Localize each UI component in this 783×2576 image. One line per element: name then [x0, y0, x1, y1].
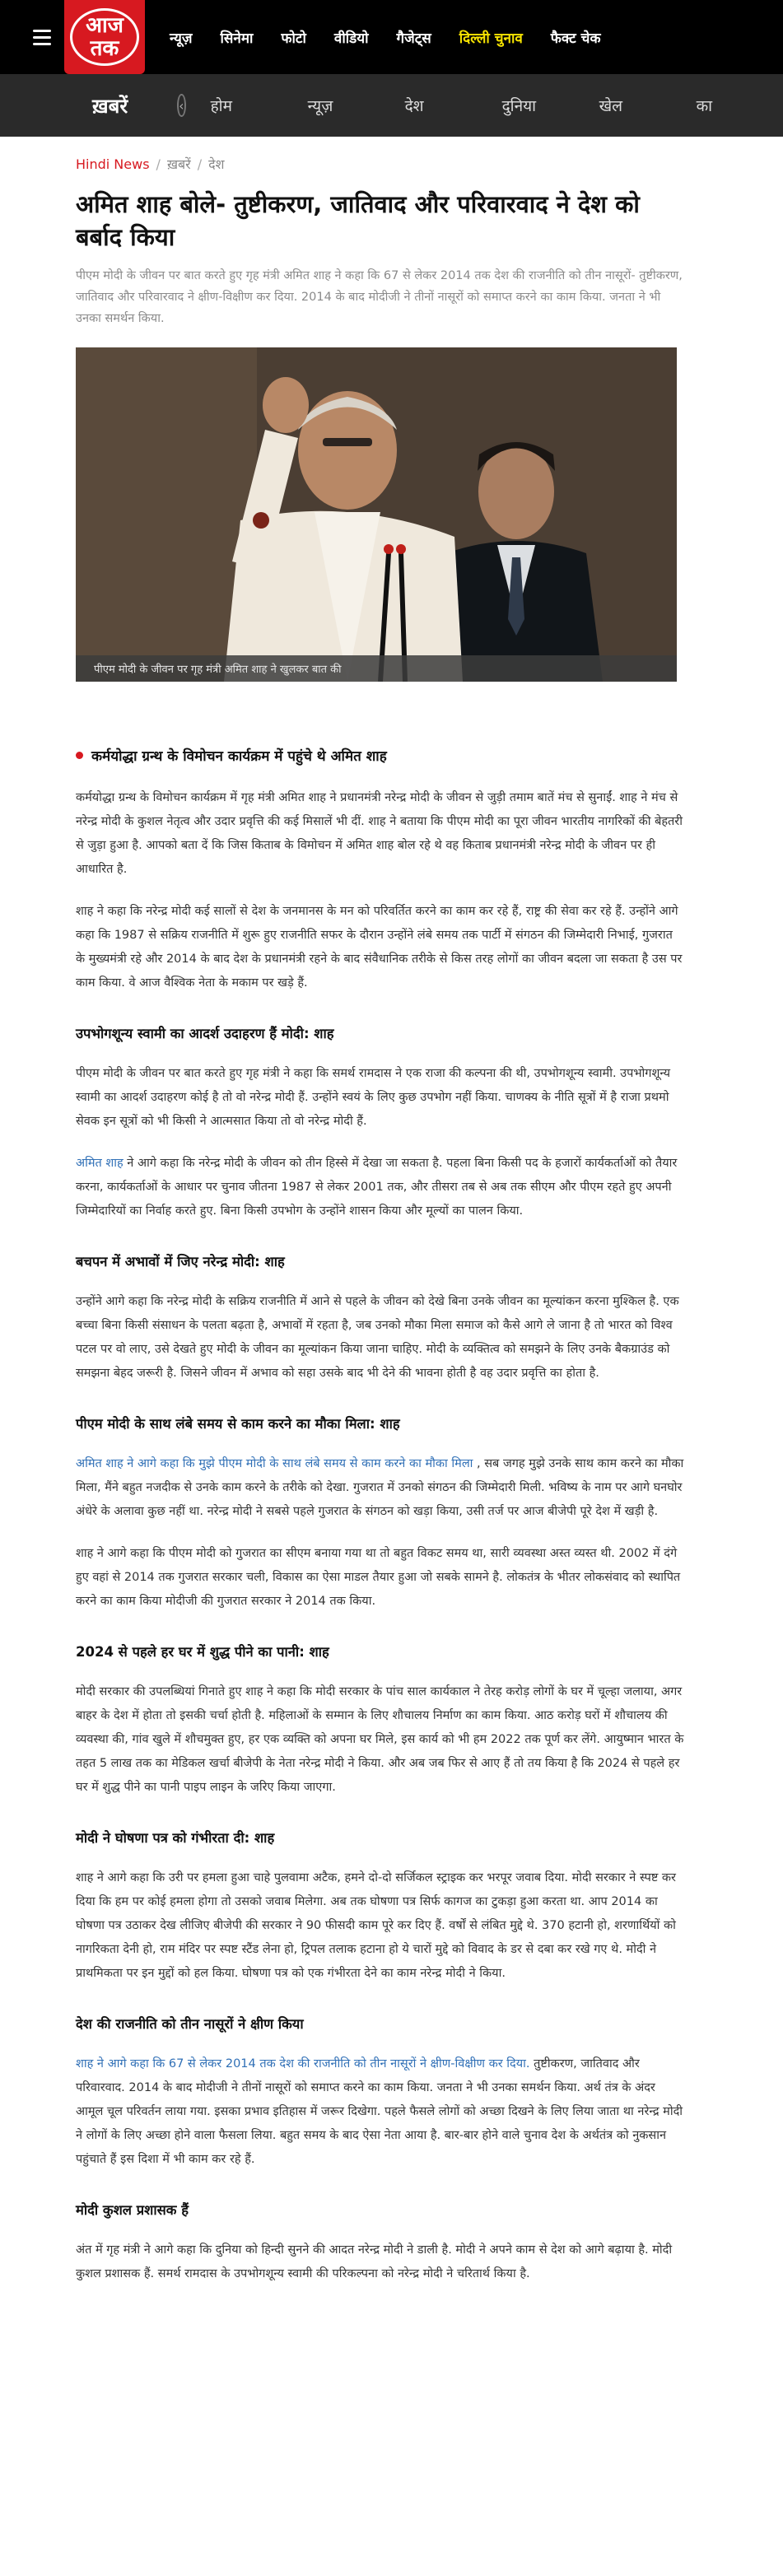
- menu-icon[interactable]: [33, 30, 51, 45]
- chevron-left-icon[interactable]: ‹: [177, 94, 185, 117]
- article-paragraph: मोदी सरकार की उपलब्धियां गिनाते हुए शाह ने कहा कि मोदी सरकार के पांच साल कार्यकाल ने तेरह करोड़ लोगों के घर में चूल्हा जलाया, अगर बाहर के देश में होता तो इसकी चर्चा होती है. महिलाओं के सम्मान के लिए शौचालय निर्माण का काम किया. आठ करोड़ घरों में शौचालय की व्यवस्था की, गांव खुले में शौचमुक्त हुए, हर एक व्यक्ति को अपना घर मिले, इस कार्य को भी हम 2022 तक पूर्ण कर लेंगे. आयुष्मान भारत के तहत 5 लाख तक का मेडिकल खर्चा बीजेपी के नेता नरेन्द्र मोदी ने किया. और अब जब फिर से आए हैं तो तय किया है कि 2024 से पहले हर घर में शुद्ध पीने का पानी पाइप लाइन के जरिए किया जाएगा.: [76, 1685, 684, 1794]
- article-hero-image[interactable]: [76, 347, 677, 682]
- breadcrumb-news[interactable]: ख़बरें: [166, 156, 191, 172]
- image-caption: पीएम मोदी के जीवन पर गृह मंत्री अमित शाह ने खुलकर बात की: [76, 655, 677, 682]
- breadcrumb-country[interactable]: देश: [208, 156, 225, 172]
- article-paragraph: शाह ने कहा कि नरेन्द्र मोदी कई सालों से देश के जनमानस के मन को परिवर्तित करने का काम कर रहे हैं, राष्ट्र की सेवा कर रहे हैं. उन्होंने आगे कहा कि 1987 से सक्रिय राजनीति में शुरू हुए राजनीति सफर के दौरान उन्होंने लंबे समय तक पार्टी में संगठन की जिम्मेदारी निभाई, गुजरात के मुख्यमंत्री रहे और 2014 के बाद देश के प्रधानमंत्री रहने के बाद संवैधानिक तरीके से किस तरह लोगों का जीवन बदला जा सकता है उस पर काम किया. वे आज वैश्विक नेता के मकाम पर खड़े हैं.: [76, 905, 683, 990]
- inline-link[interactable]: शाह ने आगे कहा कि 67 से लेकर 2014 तक देश की राजनीति को तीन नासूरों ने क्षीण-विक्षीण कर दिया.: [76, 2057, 530, 2071]
- subheading: मोदी कुशल प्रशासक हैं: [76, 2202, 189, 2218]
- article-title: अमित शाह बोले- तुष्टीकरण, जातिवाद और परिवारवाद ने देश को बर्बाद किया: [76, 190, 640, 251]
- nav-photo[interactable]: फोटो: [281, 30, 306, 47]
- section-nav: [211, 95, 783, 116]
- breadcrumb-separator: /: [156, 156, 161, 172]
- subheading: बचपन में अभावों में जिए नरेन्द्र मोदी: शाह: [76, 1254, 285, 1269]
- aajtak-logo[interactable]: [64, 0, 145, 74]
- subnav-country[interactable]: देश: [404, 97, 424, 115]
- subheading: 2024 से पहले हर घर में शुद्ध पीने का पानी: शाह: [76, 1644, 329, 1660]
- red-bullet-icon: [76, 752, 83, 759]
- paragraph-text: ने आगे कहा कि नरेन्द्र मोदी के जीवन को तीन हिस्से में देखा जा सकता है. पहला बिना किसी पद के हजारों कार्यकर्ताओं को तैयार करना, कार्यकर्ताओं के आधार पर चुनाव जीतना 1987 से लेकर 2001 तक, और तीसरा तब से अब तक सीएम और पीएम रहते हुए अपनी जिम्मेदारियों का निर्वाह करते हुए. बिना किसी उपभोग के उन्होंने शासन किया और मूल्यों का पालन किया.: [76, 1157, 678, 1218]
- article-content: [0, 155, 783, 2286]
- section-title: ख़बरें: [92, 94, 128, 118]
- inline-link[interactable]: अमित शाह ने आगे कहा कि मुझे पीएम मोदी के साथ लंबे समय से काम करने का मौका मिला: [76, 1457, 473, 1470]
- subheading: मोदी ने घोषणा पत्र को गंभीरता दी: शाह: [76, 1830, 275, 1846]
- subheading: पीएम मोदी के साथ लंबे समय से काम करने का मौका मिला: शाह: [76, 1416, 400, 1432]
- breadcrumb-home[interactable]: Hindi News: [76, 156, 150, 172]
- breadcrumb-separator: /: [197, 156, 203, 172]
- nav-gadgets[interactable]: गैजेट्स: [396, 30, 431, 47]
- section-heading-text: कर्मयोद्धा ग्रन्थ के विमोचन कार्यक्रम में पहुंचे थे अमित शाह: [91, 748, 387, 765]
- nav-cinema[interactable]: सिनेमा: [220, 30, 254, 47]
- breadcrumb: [76, 155, 707, 173]
- article-paragraph: अंत में गृह मंत्री ने आगे कहा कि दुनिया को हिन्दी सुनने की आदत नरेन्द्र मोदी ने डाली है. मोदी ने अपने काम से देश को आगे बढ़ाया है. मोदी कुशल प्रशासक हैं. समर्थ रामदास के उपभोगशून्य स्वामी की परिकल्पना को नरेन्द्र मोदी ने चरितार्थ किया है.: [76, 2243, 673, 2280]
- article-paragraph: शाह ने आगे कहा कि पीएम मोदी को गुजरात का सीएम बनाया गया था तो बहुत विकट समय था, सारी व्यवस्था अस्त व्यस्त थी. 2002 में दंगे हुए वहां से 2014 तक गुजरात सरकार चली, विकास का ऐसा माडल तैयार हुआ जो सबके सामने है. लोकतंत्र के भीतर लोकसंवाद को स्थापित करने का काम किया मोदीजी की गुजरात सरकार ने 2014 तक किया.: [76, 1547, 681, 1608]
- subnav-news[interactable]: न्यूज़: [307, 97, 333, 115]
- article-paragraph: [76, 2052, 685, 2172]
- article-summary: पीएम मोदी के जीवन पर बात करते हुए गृह मंत्री अमित शाह ने कहा कि 67 से लेकर 2014 तक देश की राजनीति को तीन नासूरों- तुष्टीकरण, जातिवाद और परिवारवाद ने क्षीण-विक्षीण कर दिया. 2014 के बाद मोदीजी ने तीनों नासूरों को समाप्त करने का काम किया. जनता ने भी उनका समर्थन किया.: [76, 269, 683, 325]
- inline-link[interactable]: अमित शाह: [76, 1157, 124, 1170]
- section-heading: [76, 746, 707, 765]
- article-paragraph: कर्मयोद्धा ग्रन्थ के विमोचन कार्यक्रम में गृह मंत्री अमित शाह ने प्रधानमंत्री नरेन्द्र मोदी के जीवन से जुड़ी तमाम बातें मंच से सुनाईं. शाह ने मंच से नरेन्द्र मोदी के कुशल नेतृत्व और उदार प्रवृत्ति की कई मिसालें भी दीं. शाह ने बताया कि पीएम मोदी का पूरा जीवन भारतीय नागरिकों की बेहतरी से जुड़ा हुआ है. आपको बता दें कि जिस किताब के विमोचन में अमित शाह बोल रहे थे वह किताब प्रधानमंत्री नरेन्द्र मोदी के जीवन पर ही आधारित है.: [76, 791, 683, 876]
- photo-illustration: [76, 347, 677, 682]
- paragraph-text: तुष्टीकरण, जातिवाद और परिवारवाद. 2014 के बाद मोदीजी ने तीनों नासूरों को समाप्त करने का काम किया. जनता ने भी उनका समर्थन किया. अर्थ तंत्र के अंदर आमूल चूल परिवर्तन लाया गया. इसका प्रभाव इतिहास में जरूर दिखेगा. पहले फैसले लोगों को अच्छा दिखने के लिए लिया जाता था नरेन्द्र मोदी ने लोगों के लिए अच्छा होने वाला फैसला लिया. बहुत समय के बाद ऐसा नेता आया है. बार-बार होने वाले चुनाव देश के अर्थतंत्र को नुकसान पहुंचाते हैं इस दिशा में भी काम कर रहे हैं.: [76, 2057, 683, 2166]
- subheading: उपभोगशून्य स्वामी का आदर्श उदाहरण हैं मोदी: शाह: [76, 1026, 334, 1041]
- nav-video[interactable]: वीडियो: [333, 30, 369, 47]
- logo-text: आज तक: [86, 13, 124, 61]
- nav-delhi-election[interactable]: दिल्ली चुनाव: [459, 30, 523, 47]
- article-paragraph: पीएम मोदी के जीवन पर बात करते हुए गृह मंत्री ने कहा कि समर्थ रामदास ने एक राजा की कल्पना की थी, उपभोगशून्य स्वामी. उपभोगशून्य स्वामी का आदर्श उदाहरण कोई है तो वो नरेन्द्र मोदी हैं. उन्होंने स्वयं के लिए कुछ उपभोग नहीं किया. चाणक्य के नीति सूत्रों में है राजा प्रथमो सेवक इन सूत्रों को भी किसी ने आत्मसात किया तो वो नरेन्द्र मोदी हैं.: [76, 1067, 671, 1128]
- subheading: देश की राजनीति को तीन नासूरों ने क्षीण किया: [76, 2016, 304, 2032]
- paragraph-text: , सब जगह मुझे उनके साथ काम करने का मौका मिला, मैंने बहुत नजदीक से उनके काम करने के तरीके को देखा. गुजरात में उनको संगठन की जिम्मेदारी मिली. भविष्य के नाम पर आगे घनघोर अंधेरे के अलावा कुछ नहीं था. नरेन्द्र मोदी ने सबसे पहले गुजरात के संगठन को खड़ा किया, उसी तर्ज पर आज बीजेपी पूरे देश में खड़ी है.: [76, 1457, 684, 1518]
- article-paragraph: [76, 1152, 685, 1223]
- nav-fact-check[interactable]: फैक्ट चेक: [550, 30, 601, 47]
- article-paragraph: शाह ने आगे कहा कि उरी पर हमला हुआ चाहे पुलवामा अटैक, हमने दो-दो सर्जिकल स्ट्राइक कर भरपूर जवाब दिया. मोदी सरकार ने स्पष्ट कर दिया कि हम पर कोई हमला होगा तो उसको जवाब मिलेगा. अब तक घोषणा पत्र सिर्फ कागज का टुकड़ा हुआ करता था. आप 2014 का घोषणा पत्र उठाकर देख लीजिए बीजेपी की सरकार ने 90 फीसदी काम पूरे कर दिए हैं. वर्षों से लंबित मुद्दे थे. 370 हटानी हो, शरणार्थियों को नागरिकता देनी हो, राम मंदिर पर स्पष्ट स्टैंड लेना हो, ट्रिपल तलाक हटाना हो ये चारों मुद्दे को विवाद के डर से दबा कर रखे गए थे. मोदी ने प्राथमिकता पर इन मुद्दों को हल किया. घोषणा पत्र को एक गंभीरता देने का काम नरेन्द्र मोदी ने किया.: [76, 1871, 676, 1980]
- subnav-home[interactable]: होम: [210, 97, 232, 115]
- subnav-world[interactable]: दुनिया: [501, 97, 537, 115]
- subnav-more[interactable]: का: [696, 97, 713, 115]
- subnav-sports[interactable]: खेल: [599, 97, 622, 115]
- article-paragraph: उन्होंने आगे कहा कि नरेन्द्र मोदी के सक्रिय राजनीति में आने से पहले के जीवन को देखे बिना उनके जीवन का मूल्यांकन करना मुश्किल है. एक बच्चा बिना किसी संसाधन के पलता बढ़ता है, अभावों में रहता है, जब उनको मौका मिला समाज को कैसे आगे ले जाना है तो भारत को विश्व पटल पर वो लाए, उसे देखते हुए मोदी के जीवन का मूल्यांकन किया जाना चाहिए. मोदी के व्यक्तित्व को समझने के लिए उनके बैकग्राउंड को समझना बेहद जरूरी है. जिसने जीवन में अभाव को सहा उसके बाद भी देने की भावना होती है वह उदार प्रवृत्ति का होता है.: [76, 1295, 679, 1380]
- top-navbar: [0, 0, 783, 74]
- primary-nav: [170, 28, 601, 47]
- section-navbar: [0, 74, 783, 137]
- nav-news[interactable]: न्यूज़: [170, 30, 193, 47]
- article-paragraph: [76, 1452, 685, 1524]
